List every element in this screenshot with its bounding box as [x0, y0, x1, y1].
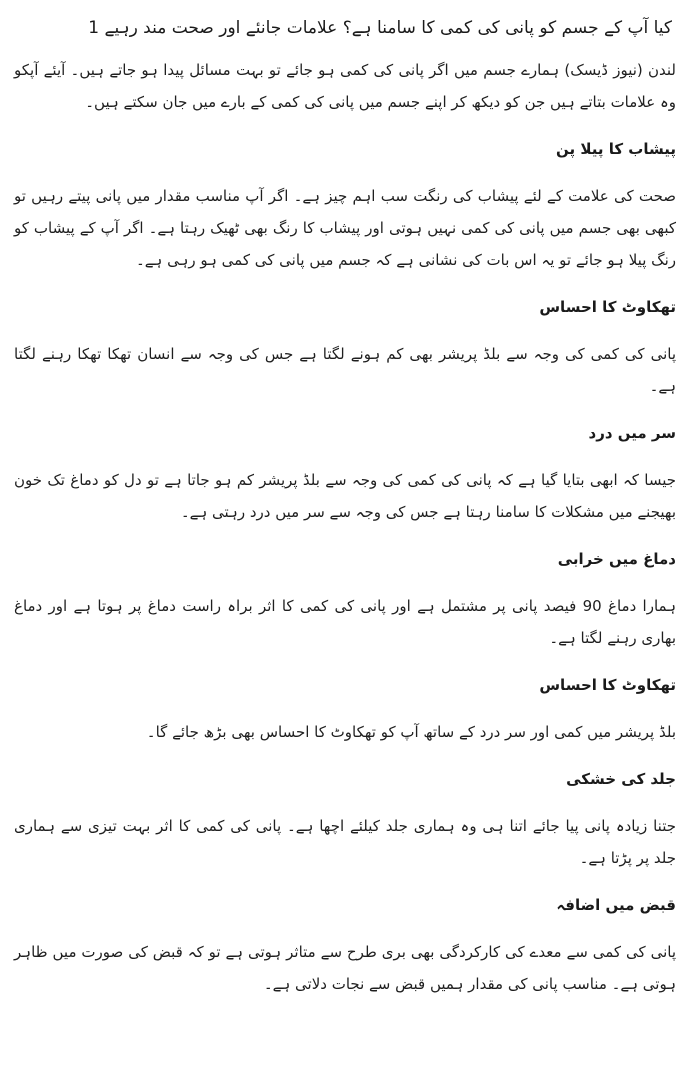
section-heading: سر میں درد	[588, 424, 676, 442]
section-body: صحت کی علامت کے لئے پیشاب کی رنگت سب اہم چیز ہے۔ اگر آپ مناسب مقدار میں پانی پیتے رہیں تو کبھی بھی جسم میں پانی کی کمی نہیں ہوتی اور پیشاب کا رنگ بھی ٹھیک رہتا ہے۔ اگر آپ کے پیشاب کو رنگ پیلا ہو جائے تو یہ اس بات کی نشانی ہے کہ جسم میں پانی کی کمی ہو رہی ہے۔	[14, 187, 676, 269]
section-dry-skin	[14, 766, 676, 874]
section-body: جیسا کہ ابھی بتایا گیا ہے کہ پانی کی کمی کی وجہ سے بلڈ پریشر کم ہو جاتا ہے تو دل کو دماغ تک خون بھیجنے میں مشکلات کا سامنا رہتا ہے جس کی وجہ سے سر میں درد رہتی ہے۔	[14, 471, 676, 521]
section-brain	[14, 546, 676, 654]
article-title: کیا آپ کے جسم کو پانی کی کمی کا سامنا ہے؟ علامات جانئے اور صحت مند رہیے 1	[88, 18, 672, 38]
section-body: جتنا زیادہ پانی پیا جائے اتنا ہی وہ ہماری جلد کیلئے اچھا ہے۔ پانی کی کمی کا اثر بہت تیزی سے ہماری جلد پر پڑتا ہے۔	[14, 817, 677, 867]
section-urine-color	[14, 136, 676, 276]
section-constipation	[14, 892, 676, 1000]
section-body: بلڈ پریشر میں کمی اور سر درد کے ساتھ آپ کو تھکاوٹ کا احساس بھی بڑھ جائے گا۔	[146, 723, 676, 741]
section-fatigue-2	[14, 672, 676, 748]
section-heading: تھکاوٹ کا احساس	[539, 298, 676, 316]
section-headache	[14, 420, 676, 528]
section-heading: تھکاوٹ کا احساس	[539, 676, 676, 694]
section-heading: دماغ میں خرابی	[557, 550, 676, 568]
section-body: پانی کی کمی کی وجہ سے بلڈ پریشر بھی کم ہونے لگتا ہے جس کی وجہ سے انسان تھکا تھکا رہنے لگتا ہے۔	[14, 345, 676, 395]
section-body: ہمارا دماغ 90 فیصد پانی پر مشتمل ہے اور پانی کی کمی کا اثر براہ راست دماغ پر ہوتا ہے اور دماغ بھاری رہنے لگتا ہے۔	[14, 597, 676, 647]
article-intro: لندن (نیوز ڈیسک) ہمارے جسم میں اگر پانی کی کمی ہو جائے تو بہت مسائل پیدا ہو جاتے ہیں۔ آیئے آپکو وہ علامات بتاتے ہیں جن کو دیکھ کر اپنے جسم میں پانی کی کمی کے بارے میں جان سکتے ہیں۔	[14, 61, 676, 111]
section-body: پانی کی کمی سے معدے کی کارکردگی بھی بری طرح سے متاثر ہوتی ہے تو کہ قبض کی صورت میں ظاہر ہوتی ہے۔ مناسب پانی کی مقدار ہمیں قبض سے نجات دلاتی ہے۔	[14, 943, 676, 993]
section-heading: پیشاب کا پیلا پن	[555, 140, 676, 158]
section-heading: جلد کی خشکی	[566, 770, 676, 788]
section-fatigue	[14, 294, 676, 402]
section-heading: قبض میں اضافہ	[556, 896, 676, 914]
